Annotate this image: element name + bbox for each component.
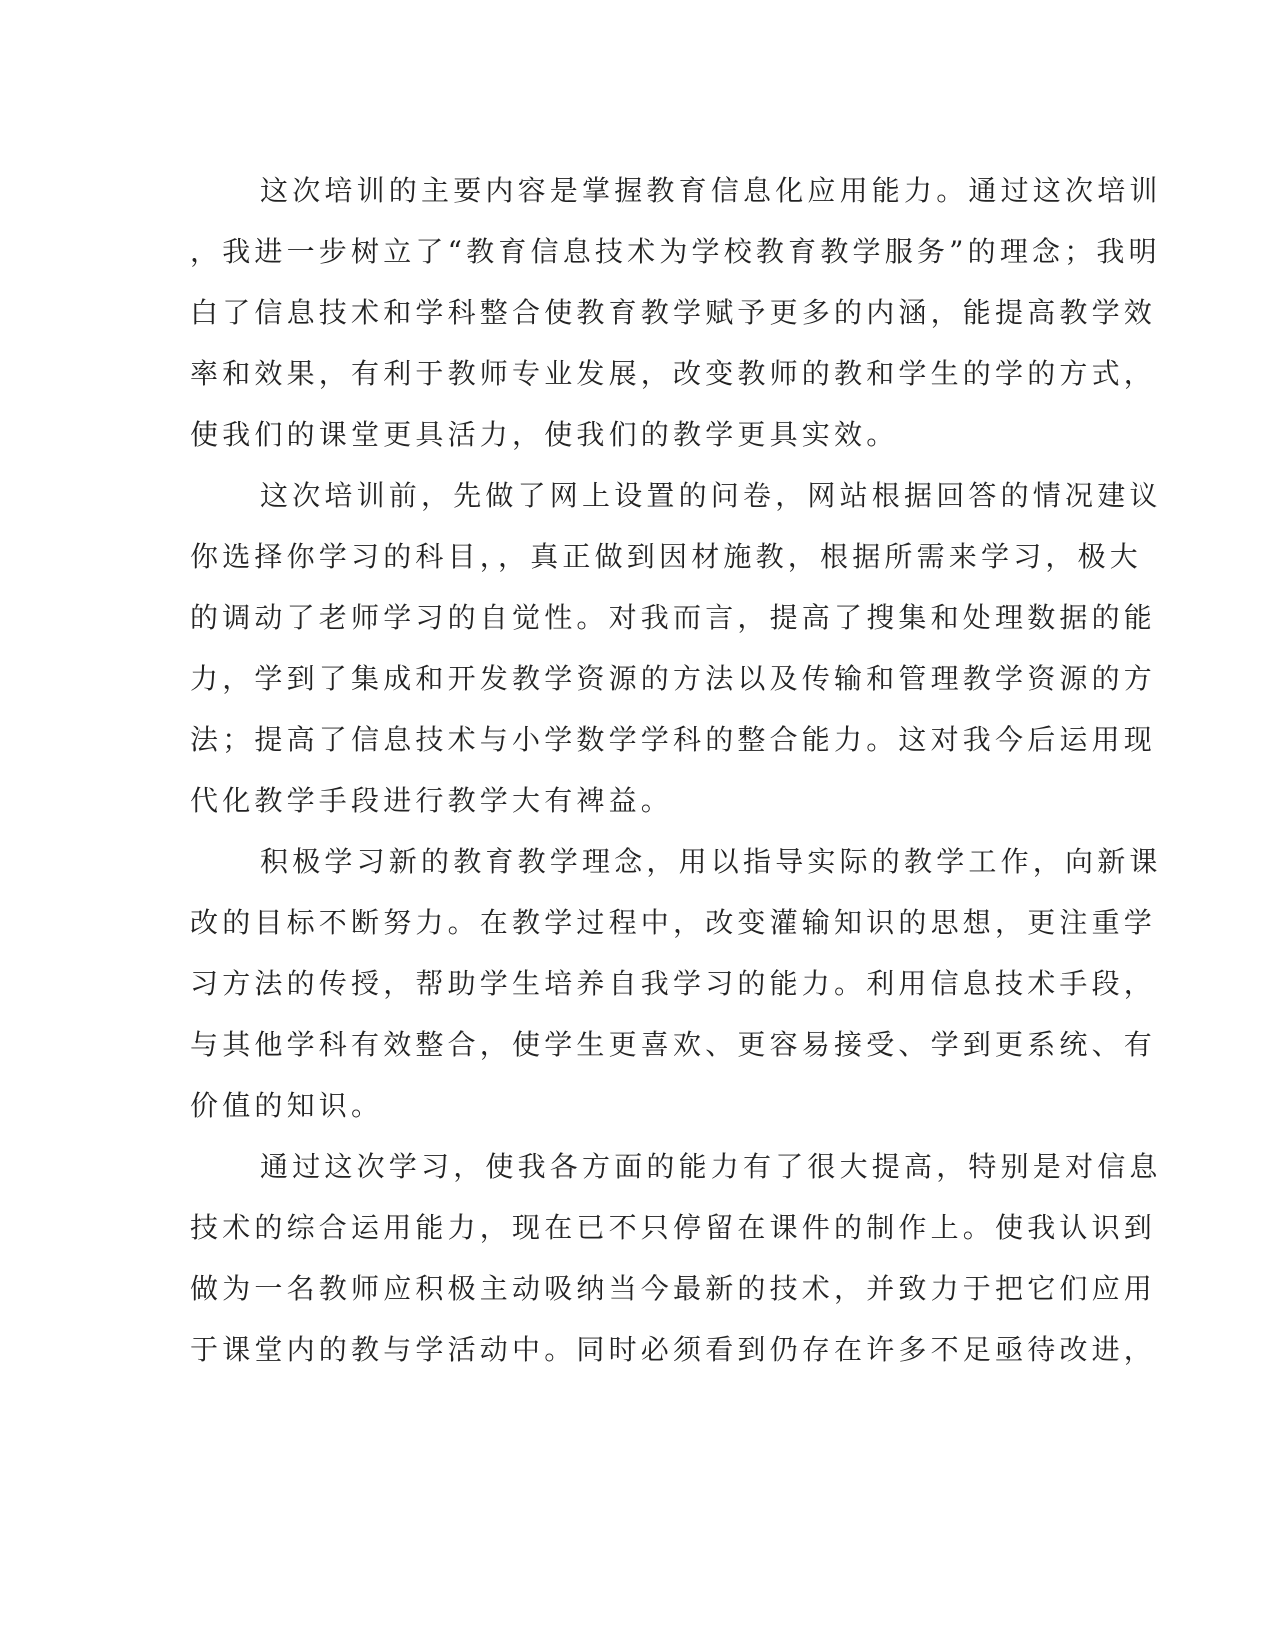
- paragraph-line: 你选择你学习的科目，，真正做到因材施教，根据所需来学习，极大: [190, 540, 1143, 573]
- paragraph-line: 代化教学手段进行教学大有裨益。: [190, 784, 674, 817]
- paragraph-line: 技术的综合运用能力，现在已不只停留在课件的制作上。使我认识到: [190, 1211, 1157, 1244]
- paragraph-line: 价值的知识。: [190, 1089, 384, 1122]
- paragraph-line: 白了信息技术和学科整合使教育教学赋予更多的内涵，能提高教学效: [190, 296, 1157, 329]
- paragraph-line: 改的目标不断努力。在教学过程中，改变灌输知识的思想，更注重学: [190, 906, 1157, 939]
- paragraph-line: 率和效果，有利于教师专业发展，改变教师的教和学生的学的方式，: [190, 357, 1157, 390]
- paragraph-line: 这次培训的主要内容是掌握教育信息化应用能力。通过这次培训: [260, 174, 1162, 207]
- paragraph-line: 力，学到了集成和开发教学资源的方法以及传输和管理教学资源的方: [190, 662, 1157, 695]
- paragraph-3: [190, 831, 1162, 1136]
- paragraph-1: [190, 160, 1162, 465]
- paragraph-line: 使我们的课堂更具活力，使我们的教学更具实效。: [190, 418, 899, 451]
- paragraph-line: 做为一名教师应积极主动吸纳当今最新的技术，并致力于把它们应用: [190, 1272, 1157, 1305]
- paragraph-2: [190, 465, 1162, 831]
- paragraph-4: [190, 1136, 1162, 1380]
- paragraph-line: ，我进一步树立了“教育信息技术为学校教育教学服务”的理念；我明: [190, 235, 1161, 268]
- paragraph-line: 于课堂内的教与学活动中。同时必须看到仍存在许多不足亟待改进，: [190, 1333, 1157, 1366]
- paragraph-line: 法；提高了信息技术与小学数学学科的整合能力。这对我今后运用现: [190, 723, 1157, 756]
- paragraph-line: 积极学习新的教育教学理念，用以指导实际的教学工作，向新课: [260, 845, 1162, 878]
- paragraph-line: 通过这次学习，使我各方面的能力有了很大提高，特别是对信息: [260, 1150, 1162, 1183]
- document-body: [190, 160, 1162, 1380]
- paragraph-line: 与其他学科有效整合，使学生更喜欢、更容易接受、学到更系统、有: [190, 1028, 1157, 1061]
- paragraph-line: 的调动了老师学习的自觉性。对我而言，提高了搜集和处理数据的能: [190, 601, 1157, 634]
- paragraph-line: 习方法的传授，帮助学生培养自我学习的能力。利用信息技术手段，: [190, 967, 1157, 1000]
- paragraph-line: 这次培训前，先做了网上设置的问卷，网站根据回答的情况建议: [260, 479, 1162, 512]
